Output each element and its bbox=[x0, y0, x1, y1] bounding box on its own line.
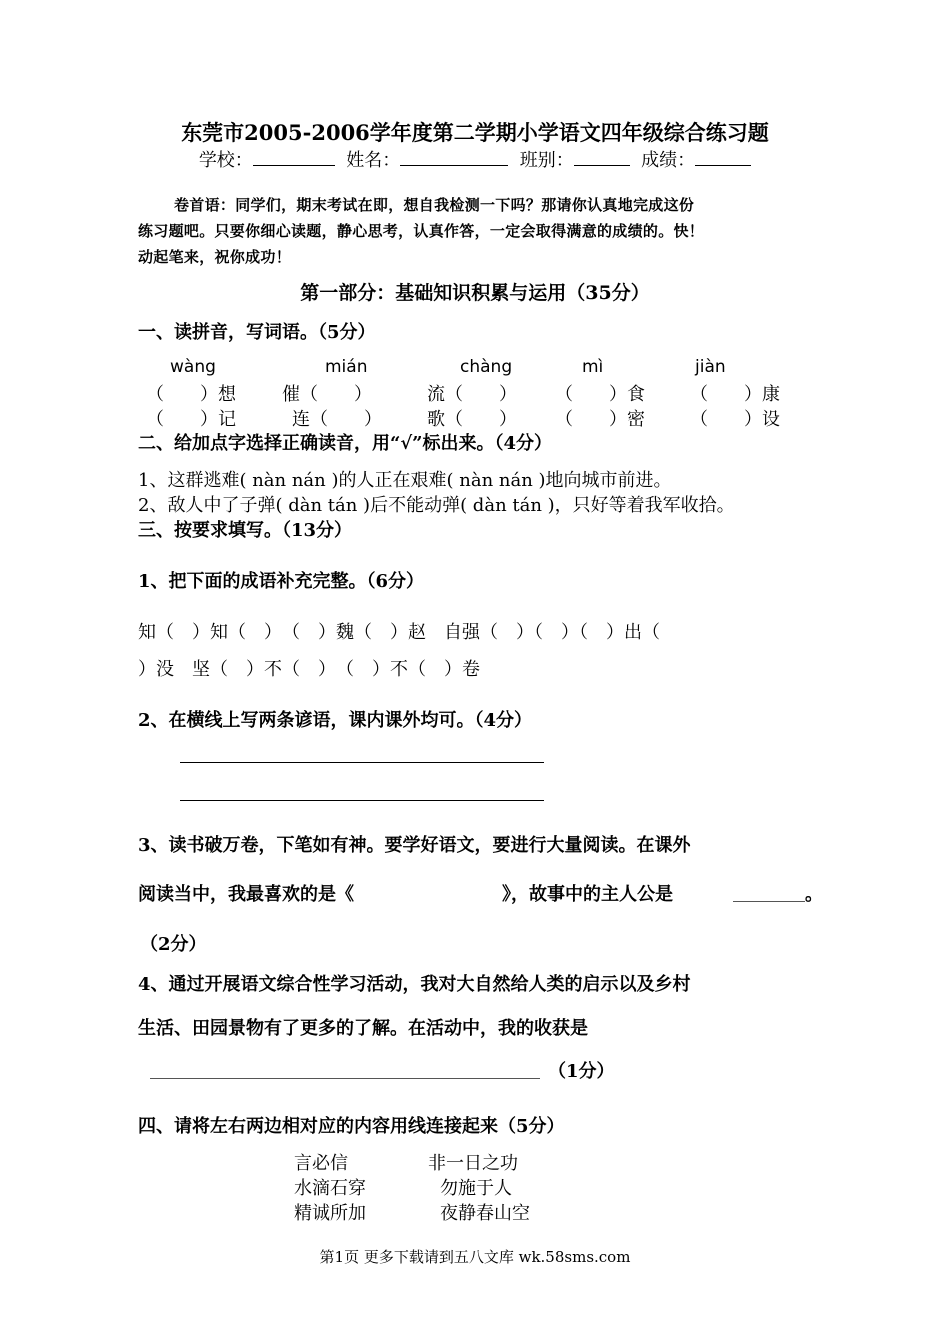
match-left-3: 精诚所加 bbox=[294, 1203, 366, 1224]
pinyin-3: chàng bbox=[460, 357, 513, 377]
pinyin-4: mì bbox=[582, 357, 604, 377]
reading-question-line-1: 3、读书破万卷，下笔如有神。要学好语文，要进行大量阅读。在课外 bbox=[138, 835, 691, 856]
reading-question-line-2b: 》，故事中的主人公是 bbox=[502, 884, 673, 905]
word-blank-2a: 催（ ） bbox=[282, 384, 372, 405]
proverb-answer-line-1 bbox=[180, 762, 544, 763]
class-blank bbox=[574, 164, 630, 166]
score-blank bbox=[695, 164, 751, 166]
section2-question-2: 2、敌人中了子弹( dàn tán )后不能动弹( dàn tán )，只好等着我军收拾。 bbox=[138, 495, 735, 516]
match-right-3: 夜静春山空 bbox=[440, 1203, 530, 1224]
word-blank-3b: 歌（ ） bbox=[427, 409, 517, 430]
section2-heading: 二、给加点字选择正确读音，用“√”标出来。（4分） bbox=[138, 433, 553, 454]
student-info-line bbox=[0, 146, 950, 172]
school-label: 学校： bbox=[198, 150, 253, 171]
page-footer: 第1页 更多下载请到五八文库 wk.58sms.com bbox=[319, 1248, 631, 1266]
name-blank bbox=[400, 164, 508, 166]
school-blank bbox=[253, 164, 335, 166]
idiom-line-2: ）没 坚（ ）不（ ） （ ）不（ ）卷 bbox=[138, 659, 480, 680]
name-label: 姓名： bbox=[346, 150, 401, 171]
idiom-question-heading: 1、把下面的成语补充完整。（6分） bbox=[138, 571, 425, 592]
match-left-1: 言必信 bbox=[294, 1153, 348, 1174]
match-right-1: 非一日之功 bbox=[428, 1153, 518, 1174]
idiom-line-1: 知（ ）知（ ） （ ）魏（ ）赵 自强（ ）（ ）（ ）出（ bbox=[138, 622, 660, 643]
part1-title: 第一部分：基础知识积累与运用（35分） bbox=[300, 282, 650, 304]
activity-question-line-1: 4、通过开展语文综合性学习活动，我对大自然给人类的启示以及乡村 bbox=[138, 974, 691, 995]
activity-question-score: （1分） bbox=[548, 1061, 615, 1082]
section2-question-1: 1、这群逃难( nàn nán )的人正在艰难( nàn nán )地向城市前进。 bbox=[138, 470, 672, 491]
harvest-blank bbox=[150, 1078, 540, 1079]
intro-line-3: 动起笔来，祝你成功！ bbox=[138, 248, 292, 266]
page-title: 东莞市2005-2006学年度第二学期小学语文四年级综合练习题 bbox=[181, 120, 769, 145]
proverb-answer-line-2 bbox=[180, 800, 544, 801]
word-blank-5b: （ ）设 bbox=[690, 409, 780, 430]
word-blank-1a: （ ）想 bbox=[146, 384, 236, 405]
word-blank-2b: 连（ ） bbox=[292, 409, 382, 430]
word-blank-4a: （ ）食 bbox=[555, 384, 645, 405]
reading-question-period: 。 bbox=[805, 884, 823, 905]
reading-question-score: （2分） bbox=[140, 934, 207, 955]
intro-line-1: 卷首语：同学们，期末考试在即，想自我检测一下吗？那请你认真地完成这份 bbox=[174, 196, 695, 214]
section1-heading: 一、读拼音，写词语。（5分） bbox=[138, 322, 376, 343]
protagonist-blank bbox=[733, 901, 805, 902]
reading-question-line-2a: 阅读当中，我最喜欢的是《 bbox=[138, 884, 354, 905]
intro-line-2: 练习题吧。只要你细心读题，静心思考，认真作答，一定会取得满意的成绩的。快！ bbox=[138, 222, 705, 240]
word-blank-5a: （ ）康 bbox=[690, 384, 780, 405]
pinyin-2: mián bbox=[325, 357, 368, 377]
word-blank-1b: （ ）记 bbox=[146, 409, 236, 430]
word-blank-4b: （ ）密 bbox=[555, 409, 645, 430]
match-left-2: 水滴石穿 bbox=[294, 1178, 366, 1199]
match-right-2: 勿施于人 bbox=[440, 1178, 512, 1199]
pinyin-5: jiàn bbox=[695, 357, 726, 377]
proverb-question-heading: 2、在横线上写两条谚语，课内课外均可。（4分） bbox=[138, 710, 533, 731]
class-label: 班别： bbox=[519, 150, 574, 171]
pinyin-1: wàng bbox=[170, 357, 216, 377]
section3-heading: 三、按要求填写。（13分） bbox=[138, 520, 353, 541]
score-label: 成绩： bbox=[641, 150, 696, 171]
word-blank-3a: 流（ ） bbox=[427, 384, 517, 405]
section4-heading: 四、请将左右两边相对应的内容用线连接起来（5分） bbox=[138, 1116, 565, 1137]
activity-question-line-2: 生活、田园景物有了更多的了解。在活动中，我的收获是 bbox=[138, 1018, 588, 1039]
